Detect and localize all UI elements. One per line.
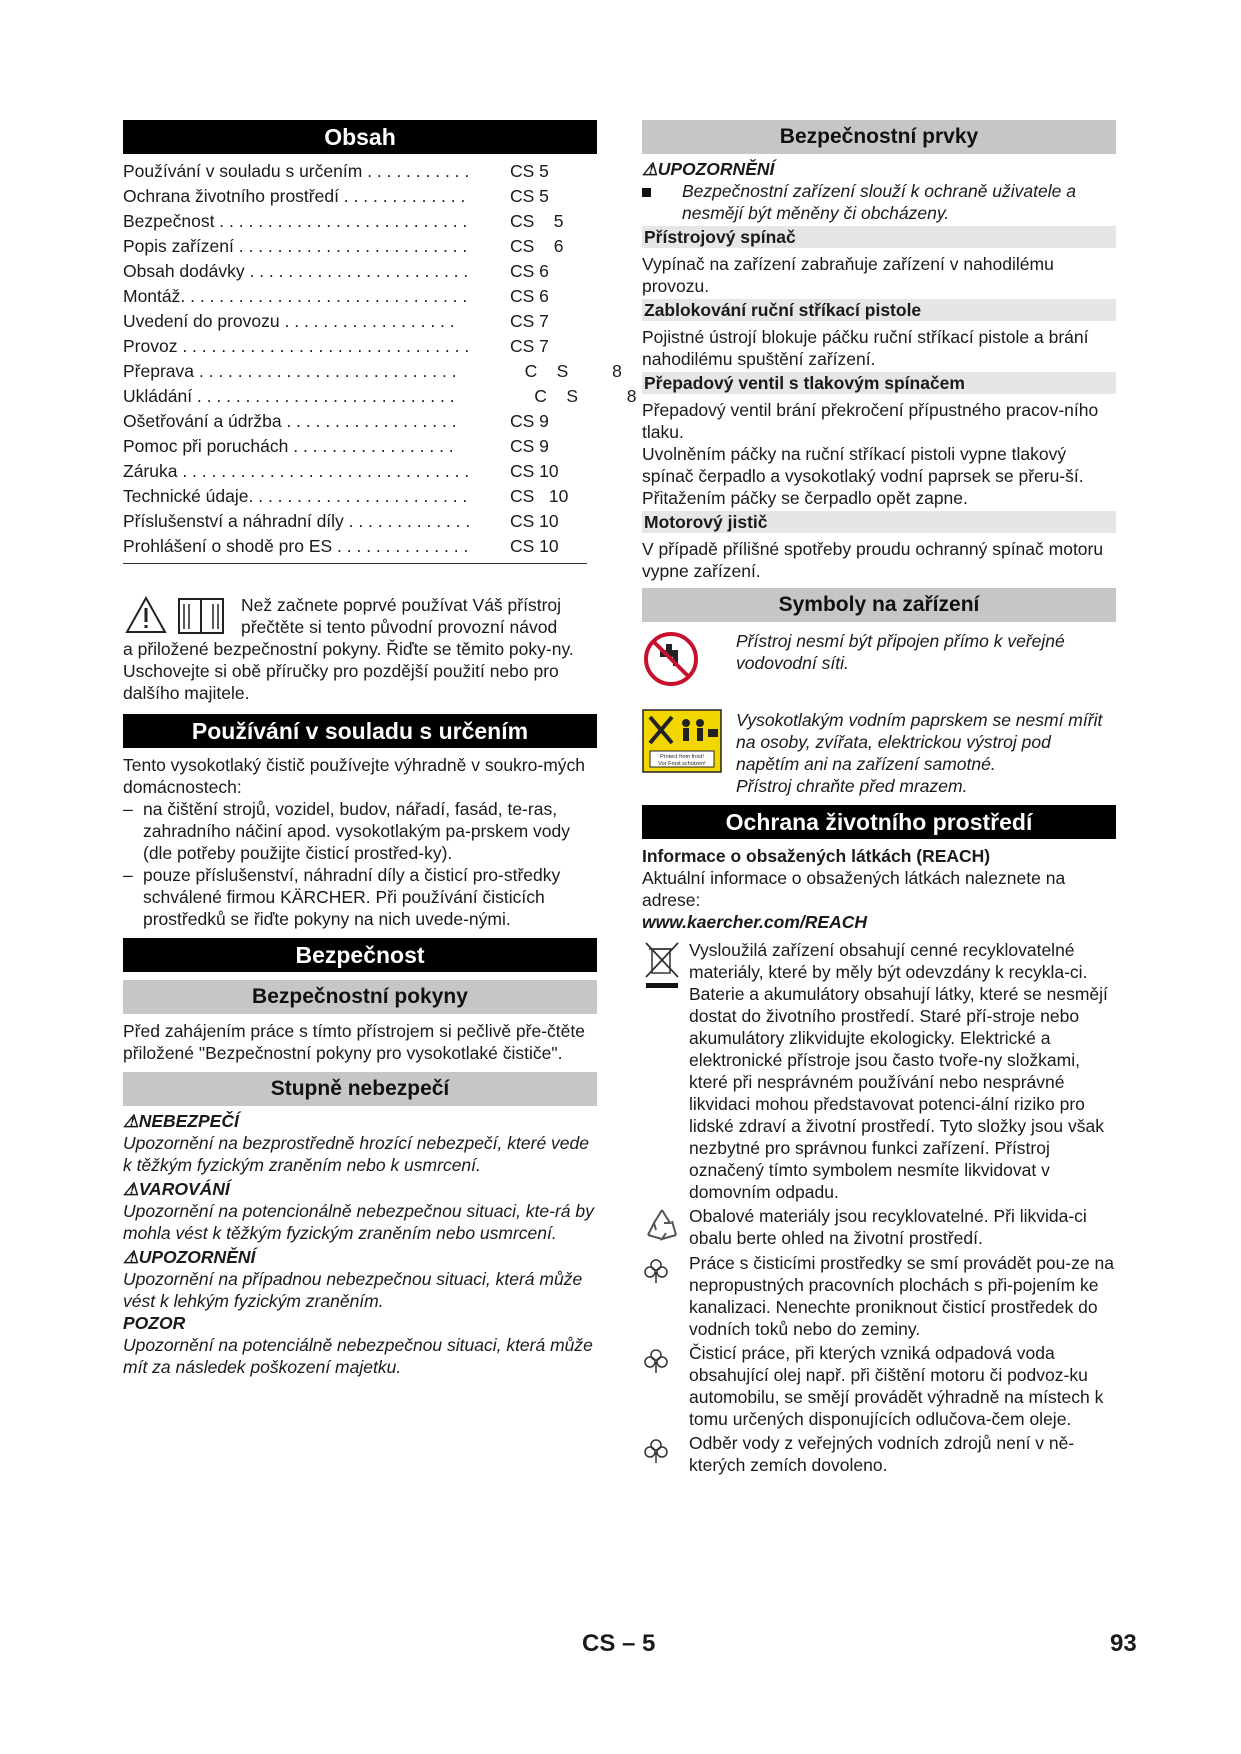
- symbol-no-spray-text-block: [736, 709, 1116, 797]
- toc-entry-label: Ošetřování a údržba . . . . . . . . . . . . . . . . . .: [123, 411, 457, 431]
- env-note-2-text: Čisticí práce, při kterých vzniká odpadová voda obsahující olej např. při čištění motoru či podvoz-ku automobilu, se smějí provádět výhradně na místech k tomu určených disponujících odlučova-čem oleje.: [689, 1343, 1104, 1429]
- overflow-valve-text: Přepadový ventil brání překročení přípustného pracov-ního tlaku.: [642, 400, 1099, 442]
- reach-url[interactable]: www.kaercher.com/REACH: [642, 912, 867, 932]
- dash-marker: –: [123, 799, 133, 819]
- toc-entry[interactable]: [123, 359, 622, 384]
- toc-entry-page: CS 6: [510, 236, 564, 256]
- safety-instructions-title: Bezpečnostní pokyny: [123, 980, 597, 1014]
- toc-entry[interactable]: [123, 184, 597, 209]
- svg-text:Vor Frost schützen!: Vor Frost schützen!: [658, 761, 706, 767]
- device-switch-text: Vypínač na zařízení zabraňuje zařízení v nahodilému provozu.: [642, 254, 1054, 296]
- toc-entry[interactable]: [123, 334, 597, 359]
- usage-item-1-text: na čištění strojů, vozidel, budov, nářadí, fasád, te-ras, zahradního náčiní apod. vysokotlakým pa-prskem vody (dle potřeby použijte čisticí prostřed-ky).: [143, 799, 571, 863]
- footer-page-label: CS – 5: [582, 1630, 656, 1657]
- svg-text:Protect from frost!: Protect from frost!: [660, 754, 704, 760]
- intro-text: a přiložené bezpečnostní pokyny. Řiďte se těmito poky-ny. Uschovejte si obě příručky pro pozdější použití nebo pro dalšího majitele.: [123, 639, 574, 703]
- toc-entry-label: Ochrana životního prostředí . . . . . . . . . . . . .: [123, 186, 466, 206]
- overflow-valve-text-2: Uvolněním páčky na ruční stříkací pistoli vypne tlakový spínač čerpadlo a vysokotlaký vodní paprsek se přeru-ší. Přitažením páčky se čerpadlo opět zapne.: [642, 444, 1084, 508]
- warning-triangle-icon: [125, 596, 167, 639]
- gun-lock-title: Zablokování ruční stříkací pistole: [642, 299, 1116, 321]
- environment-title: Ochrana životního prostředí: [642, 805, 1116, 839]
- safety-devices-caution: [642, 180, 1116, 224]
- toc-entry-label: Technické údaje. . . . . . . . . . . . . . . . . . . . . . .: [123, 486, 468, 506]
- usage-title: Používání v souladu s určením: [123, 714, 597, 748]
- caution-heading: ⚠UPOZORNĚNÍ: [123, 1247, 256, 1267]
- toc-entry-label: Příslušenství a náhradní díly . . . . . . . . . . . . .: [123, 511, 471, 531]
- danger-text: Upozornění na bezprostředně hrozící nebezpečí, které vede k těžkým fyzickým zraněním nebo k usmrcení.: [123, 1133, 589, 1175]
- footer-page-number: 93: [1110, 1630, 1137, 1657]
- packaging-block: [642, 1205, 1116, 1250]
- hazard-levels-title: Stupně nebezpečí: [123, 1072, 597, 1106]
- toc-entry-label: Uvedení do provozu . . . . . . . . . . . . . . . . . .: [123, 311, 455, 331]
- toc-entry-page: CS 6: [510, 261, 549, 281]
- toc-entry-page: C S 8: [510, 361, 622, 381]
- toc-entry[interactable]: [123, 434, 597, 459]
- toc-entry-label: Obsah dodávky . . . . . . . . . . . . . . . . . . . . . . .: [123, 261, 469, 281]
- toc-entry-label: Provoz . . . . . . . . . . . . . . . . . . . . . . . . . . . . . .: [123, 336, 470, 356]
- usage-intro: Tento vysokotlaký čistič používejte výhradně v soukro-mých domácnostech:: [123, 755, 585, 797]
- reach-title: Informace o obsažených látkách (REACH): [642, 846, 991, 866]
- symbols-title: Symboly na zařízení: [642, 588, 1116, 622]
- caution-text: Upozornění na případnou nebezpečnou situaci, která může vést k lehkým fyzickým zraněním.: [123, 1269, 583, 1311]
- bullet-square-icon: [642, 180, 682, 224]
- toc-entry-page: CS 9: [510, 411, 549, 431]
- no-water-tap-icon: [642, 630, 736, 693]
- usage-item-1: [123, 798, 597, 864]
- toc-entry[interactable]: [123, 509, 597, 534]
- usage-item-2: [123, 864, 597, 930]
- toc-entry-label: Ukládání . . . . . . . . . . . . . . . . . . . . . . . . . . .: [123, 386, 455, 406]
- weee-block: [642, 939, 1116, 1203]
- toc-entry-page: CS 9: [510, 436, 549, 456]
- manual-book-icon: [176, 596, 226, 641]
- dash-marker: –: [123, 865, 133, 885]
- crossed-bin-icon: [642, 939, 689, 996]
- toc-entry[interactable]: [123, 409, 597, 434]
- toc-entry[interactable]: [123, 259, 597, 284]
- toc-entry-page: CS 7: [510, 311, 549, 331]
- env-note-2: [642, 1342, 1116, 1430]
- symbol-no-public-water: [642, 630, 1116, 693]
- usage-item-2-text: pouze příslušenství, náhradní díly a čisticí pro-středky schválené firmou KÄRCHER. Při používání čisticích prostředků se řiďte pokyny na nich uvede-nými.: [143, 865, 561, 929]
- intro-line-2: přečtěte si tento původní provozní návod: [241, 617, 558, 637]
- toc-entry-label: Montáž. . . . . . . . . . . . . . . . . . . . . . . . . . . . . .: [123, 286, 468, 306]
- env-note-1: [642, 1252, 1116, 1340]
- recycle-icon: [642, 1205, 689, 1250]
- danger-heading: ⚠NEBEZPEČÍ: [123, 1111, 239, 1131]
- weee-text: Vysloužilá zařízení obsahují cenné recyklovatelné materiály, které by měly být odevzdány k recykla-ci. Baterie a akumulátory obsahují látky, které se nesmějí dostat do životního prostředí. Staré pří-stroje nebo akumulátory zlikvidujte ekologicky. Elektrické a elektronické přístroje jsou často tvoře-ny složkami, které při nesprávném používání nebo nesprávné likvidaci mohou představovat potenci-ální riziko pro lidské zdraví a životní prostředí. Tyto složky jsou však nezbytné pro správnou funkci zařízení. Přístroj označený tímto symbolem nesmíte likvidovat v domovním odpadu.: [689, 940, 1108, 1202]
- environment-leaf-icon: [642, 1252, 689, 1289]
- hazard-levels: [123, 1110, 597, 1378]
- toc-entry-label: Záruka . . . . . . . . . . . . . . . . . . . . . . . . . . . . . .: [123, 461, 470, 481]
- safety-title: Bezpečnost: [123, 938, 597, 972]
- warning-heading: ⚠VAROVÁNÍ: [123, 1179, 230, 1199]
- toc-entry-label: Používání v souladu s určením . . . . . . . . . . .: [123, 161, 470, 181]
- toc-entry[interactable]: [123, 209, 597, 234]
- overflow-valve-title: Přepadový ventil s tlakovým spínačem: [642, 372, 1116, 394]
- device-switch-title: Přístrojový spínač: [642, 226, 1116, 248]
- env-note-3-text: Odběr vody z veřejných vodních zdrojů není v ně-kterých zemích dovoleno.: [689, 1433, 1075, 1475]
- toc-entry[interactable]: [123, 234, 597, 259]
- toc-entry-label: Bezpečnost . . . . . . . . . . . . . . . . . . . . . . . . . .: [123, 211, 468, 231]
- environment-leaf-icon: [642, 1432, 689, 1469]
- toc-entry[interactable]: [123, 284, 597, 309]
- notice-heading: POZOR: [123, 1313, 186, 1333]
- gun-lock-text: Pojistné ústrojí blokuje páčku ruční stříkací pistole a brání nahodilému spuštění zařízení.: [642, 327, 1089, 369]
- toc-entry[interactable]: [123, 384, 637, 409]
- toc-entry-page: CS 10: [510, 461, 559, 481]
- toc-divider: [123, 563, 587, 564]
- motor-breaker-title: Motorový jistič: [642, 511, 1116, 533]
- right-column: [642, 120, 1116, 1476]
- toc-entry-page: CS 5: [510, 211, 564, 231]
- toc-entry-page: CS 10: [510, 486, 569, 506]
- safety-devices-caution-text: Bezpečnostní zařízení slouží k ochraně uživatele a nesmějí být měněny či obcházeny.: [682, 181, 1076, 223]
- safety-instructions-text: Před zahájením práce s tímto přístrojem si pečlivě pře-čtěte přiložené "Bezpečnostní pokyny pro vysokotlaké čističe".: [123, 1021, 585, 1063]
- motor-breaker-text: V případě přílišné spotřeby proudu ochranný spínač motoru vypne zařízení.: [642, 539, 1104, 581]
- packaging-text: Obalové materiály jsou recyklovatelné. Při likvida-ci obalu berte ohled na životní prostředí.: [689, 1206, 1087, 1248]
- intro-block: [123, 594, 597, 706]
- toc-entry[interactable]: [123, 534, 597, 559]
- toc-entry-label: Přeprava . . . . . . . . . . . . . . . . . . . . . . . . . . .: [123, 361, 457, 381]
- toc-title: Obsah: [123, 120, 597, 154]
- env-note-3: [642, 1432, 1116, 1476]
- toc-entry-page: CS 5: [510, 186, 549, 206]
- reach-text: Aktuální informace o obsažených látkách naleznete na adrese:: [642, 868, 1066, 910]
- toc-entry-label: Prohlášení o shodě pro ES . . . . . . . . . . . . . .: [123, 536, 469, 556]
- symbol-no-spray-text: Vysokotlakým vodním paprskem se nesmí mířit na osoby, zvířata, elektrickou výstroj pod napětím ani na zařízení samotné.: [736, 710, 1103, 774]
- symbol-no-public-water-text: Přístroj nesmí být připojen přímo k veřejné vodovodní síti.: [736, 631, 1065, 673]
- toc-entry-label: Pomoc při poruchách . . . . . . . . . . . . . . . . .: [123, 436, 454, 456]
- toc-entry-page: CS 5: [510, 161, 549, 181]
- environment-leaf-icon: [642, 1342, 689, 1379]
- toc-entry-label: Popis zařízení . . . . . . . . . . . . . . . . . . . . . . . .: [123, 236, 468, 256]
- left-column: [123, 120, 637, 1378]
- toc-entry-page: CS 7: [510, 336, 549, 356]
- safety-devices-caution-heading: ⚠UPOZORNĚNÍ: [642, 159, 775, 179]
- toc-entry-page: CS 10: [510, 536, 559, 556]
- no-spray-people-label-icon: [642, 709, 736, 778]
- intro-line-1: Než začnete poprvé používat Váš přístroj: [241, 595, 562, 615]
- toc-entry[interactable]: [123, 159, 597, 184]
- warning-text: Upozornění na potencionálně nebezpečnou situaci, kte-rá by mohla vést k těžkým fyzickým zraněním nebo usmrcení.: [123, 1201, 594, 1243]
- toc-entry-page: C S 8: [510, 386, 637, 406]
- toc-list: [123, 159, 637, 559]
- toc-entry[interactable]: [123, 484, 597, 509]
- safety-devices-title: Bezpečnostní prvky: [642, 120, 1116, 154]
- toc-entry-page: CS 10: [510, 511, 559, 531]
- env-note-1-text: Práce s čisticími prostředky se smí provádět pou-ze na nepropustných pracovních plochách s při-pojením ke kanalizaci. Nenechte proniknout čisticí prostředek do vodních toků nebo do zeminy.: [689, 1253, 1115, 1339]
- symbol-no-spray-people: [642, 709, 1116, 797]
- toc-entry-page: CS 6: [510, 286, 549, 306]
- notice-text: Upozornění na potenciálně nebezpečnou situaci, která může mít za následek poškození majetku.: [123, 1335, 593, 1377]
- symbol-frost-text: Přístroj chraňte před mrazem.: [736, 776, 968, 796]
- toc-entry[interactable]: [123, 309, 597, 334]
- toc-entry[interactable]: [123, 459, 597, 484]
